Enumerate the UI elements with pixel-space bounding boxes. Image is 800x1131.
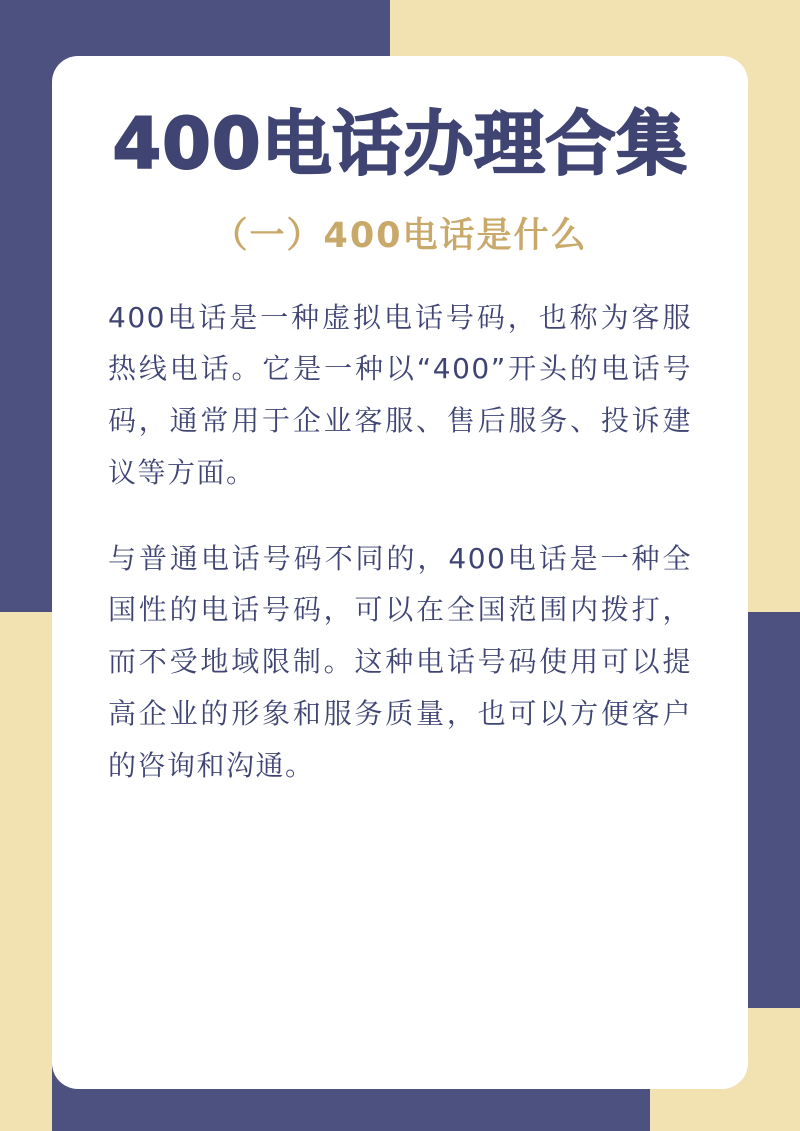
content-card <box>52 56 748 1089</box>
decorative-block-left <box>0 612 52 1131</box>
body-text <box>108 292 692 792</box>
section-subtitle: （一）400电话是什么 <box>212 215 588 256</box>
page-title: 400电话办理合集 <box>112 103 688 185</box>
paragraph-2: 与普通电话号码不同的，400电话是一种全国性的电话号码，可以在全国范围内拨打，而不受地域限制。这种电话号码使用可以提高企业的形象和服务质量，也可以方便客户的咨询和沟通。 <box>108 541 692 782</box>
paragraph-1: 400电话是一种虚拟电话号码，也称为客服热线电话。它是一种以“400”开头的电话号码，通常用于企业客服、售后服务、投诉建议等方面。 <box>108 300 692 489</box>
